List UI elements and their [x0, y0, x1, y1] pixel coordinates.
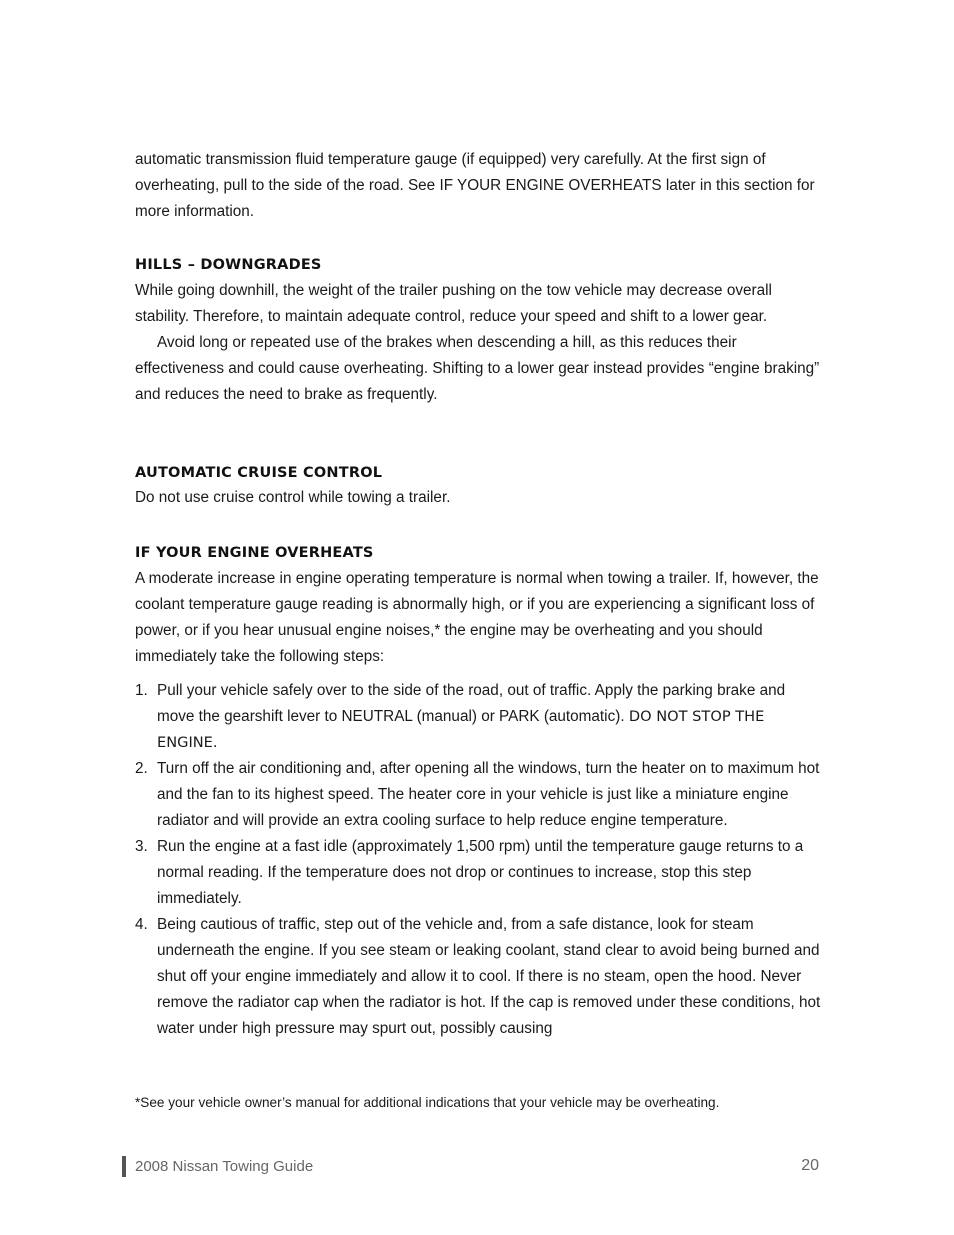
overheat-heading: IF YOUR ENGINE OVERHEATS — [135, 545, 374, 561]
hills-paragraph-2: Avoid long or repeated use of the brakes when descending a hill, as this reduces their effectiveness and could cause overheating. Shifting to a lower gear instead provides “engine braking” and reduces the need to brake as frequently. — [135, 334, 820, 403]
step-text: Run the engine at a fast idle (approximately 1,500 rpm) until the temperature gauge returns to a normal reading. If the temperature does not drop or continues to increase, stop this step immediately. — [157, 838, 804, 907]
overheat-intro: A moderate increase in engine operating temperature is normal when towing a trailer. If, however, the coolant temperature gauge reading is abnormally high, or if you are experiencing a significant loss of power, or if you hear unusual engine noises,* the engine may be overheating and you should immediately take the following steps: — [135, 570, 819, 665]
hills-paragraph-1: While going downhill, the weight of the trailer pushing on the tow vehicle may decrease overall stability. Therefore, to maintain adequate control, reduce your speed and shift to a lower gear. — [135, 282, 772, 325]
footer-divider — [122, 1156, 126, 1177]
list-item — [135, 756, 825, 834]
footer-title: 2008 Nissan Towing Guide — [135, 1158, 314, 1175]
page-number: 20 — [801, 1157, 819, 1174]
cruise-section — [135, 485, 825, 511]
list-item — [135, 678, 825, 756]
overheat-steps-list — [135, 678, 825, 1042]
hills-heading: HILLS – DOWNGRADES — [135, 257, 322, 273]
step-number: 3. — [135, 838, 148, 855]
step-text: Pull your vehicle safely over to the side of the road, out of traffic. Apply the parking brake and move the gearshift lever to NEUTRAL (manual) or PARK (automatic). — [157, 682, 786, 725]
step-text: Turn off the air conditioning and, after opening all the windows, turn the heater on to maximum hot and the fan to its highest speed. The heater core in your vehicle is just like a miniature engine radiator and will provide an extra cooling surface to help reduce engine temperature. — [157, 760, 820, 829]
intro-text: automatic transmission fluid temperature gauge (if equipped) very carefully. At the first sign of overheating, pull to the side of the road. See IF YOUR ENGINE OVERHEATS later in this section for more information. — [135, 151, 815, 220]
step-number: 1. — [135, 682, 148, 699]
step-number: 2. — [135, 760, 148, 777]
intro-paragraph — [135, 147, 825, 225]
overheat-section — [135, 566, 825, 670]
step-emphasis: DO NOT STOP THE ENGINE. — [157, 708, 765, 751]
step-text: Being cautious of traffic, step out of the vehicle and, from a safe distance, look for steam underneath the engine. If you see steam or leaking coolant, stand clear to avoid being burned and shut off your engine immediately and allow it to cool. If there is no steam, open the hood. Never remove the radiator cap when the radiator is hot. If the cap is removed under these conditions, hot water under high pressure may spurt out, possibly causing — [157, 916, 821, 1037]
cruise-heading: AUTOMATIC CRUISE CONTROL — [135, 465, 383, 481]
cruise-text: Do not use cruise control while towing a trailer. — [135, 489, 451, 506]
list-item — [135, 834, 825, 912]
footnote: *See your vehicle owner’s manual for additional indications that your vehicle may be overheating. — [135, 1095, 720, 1110]
hills-section — [135, 278, 825, 408]
list-item — [135, 912, 825, 1042]
step-number: 4. — [135, 916, 148, 933]
